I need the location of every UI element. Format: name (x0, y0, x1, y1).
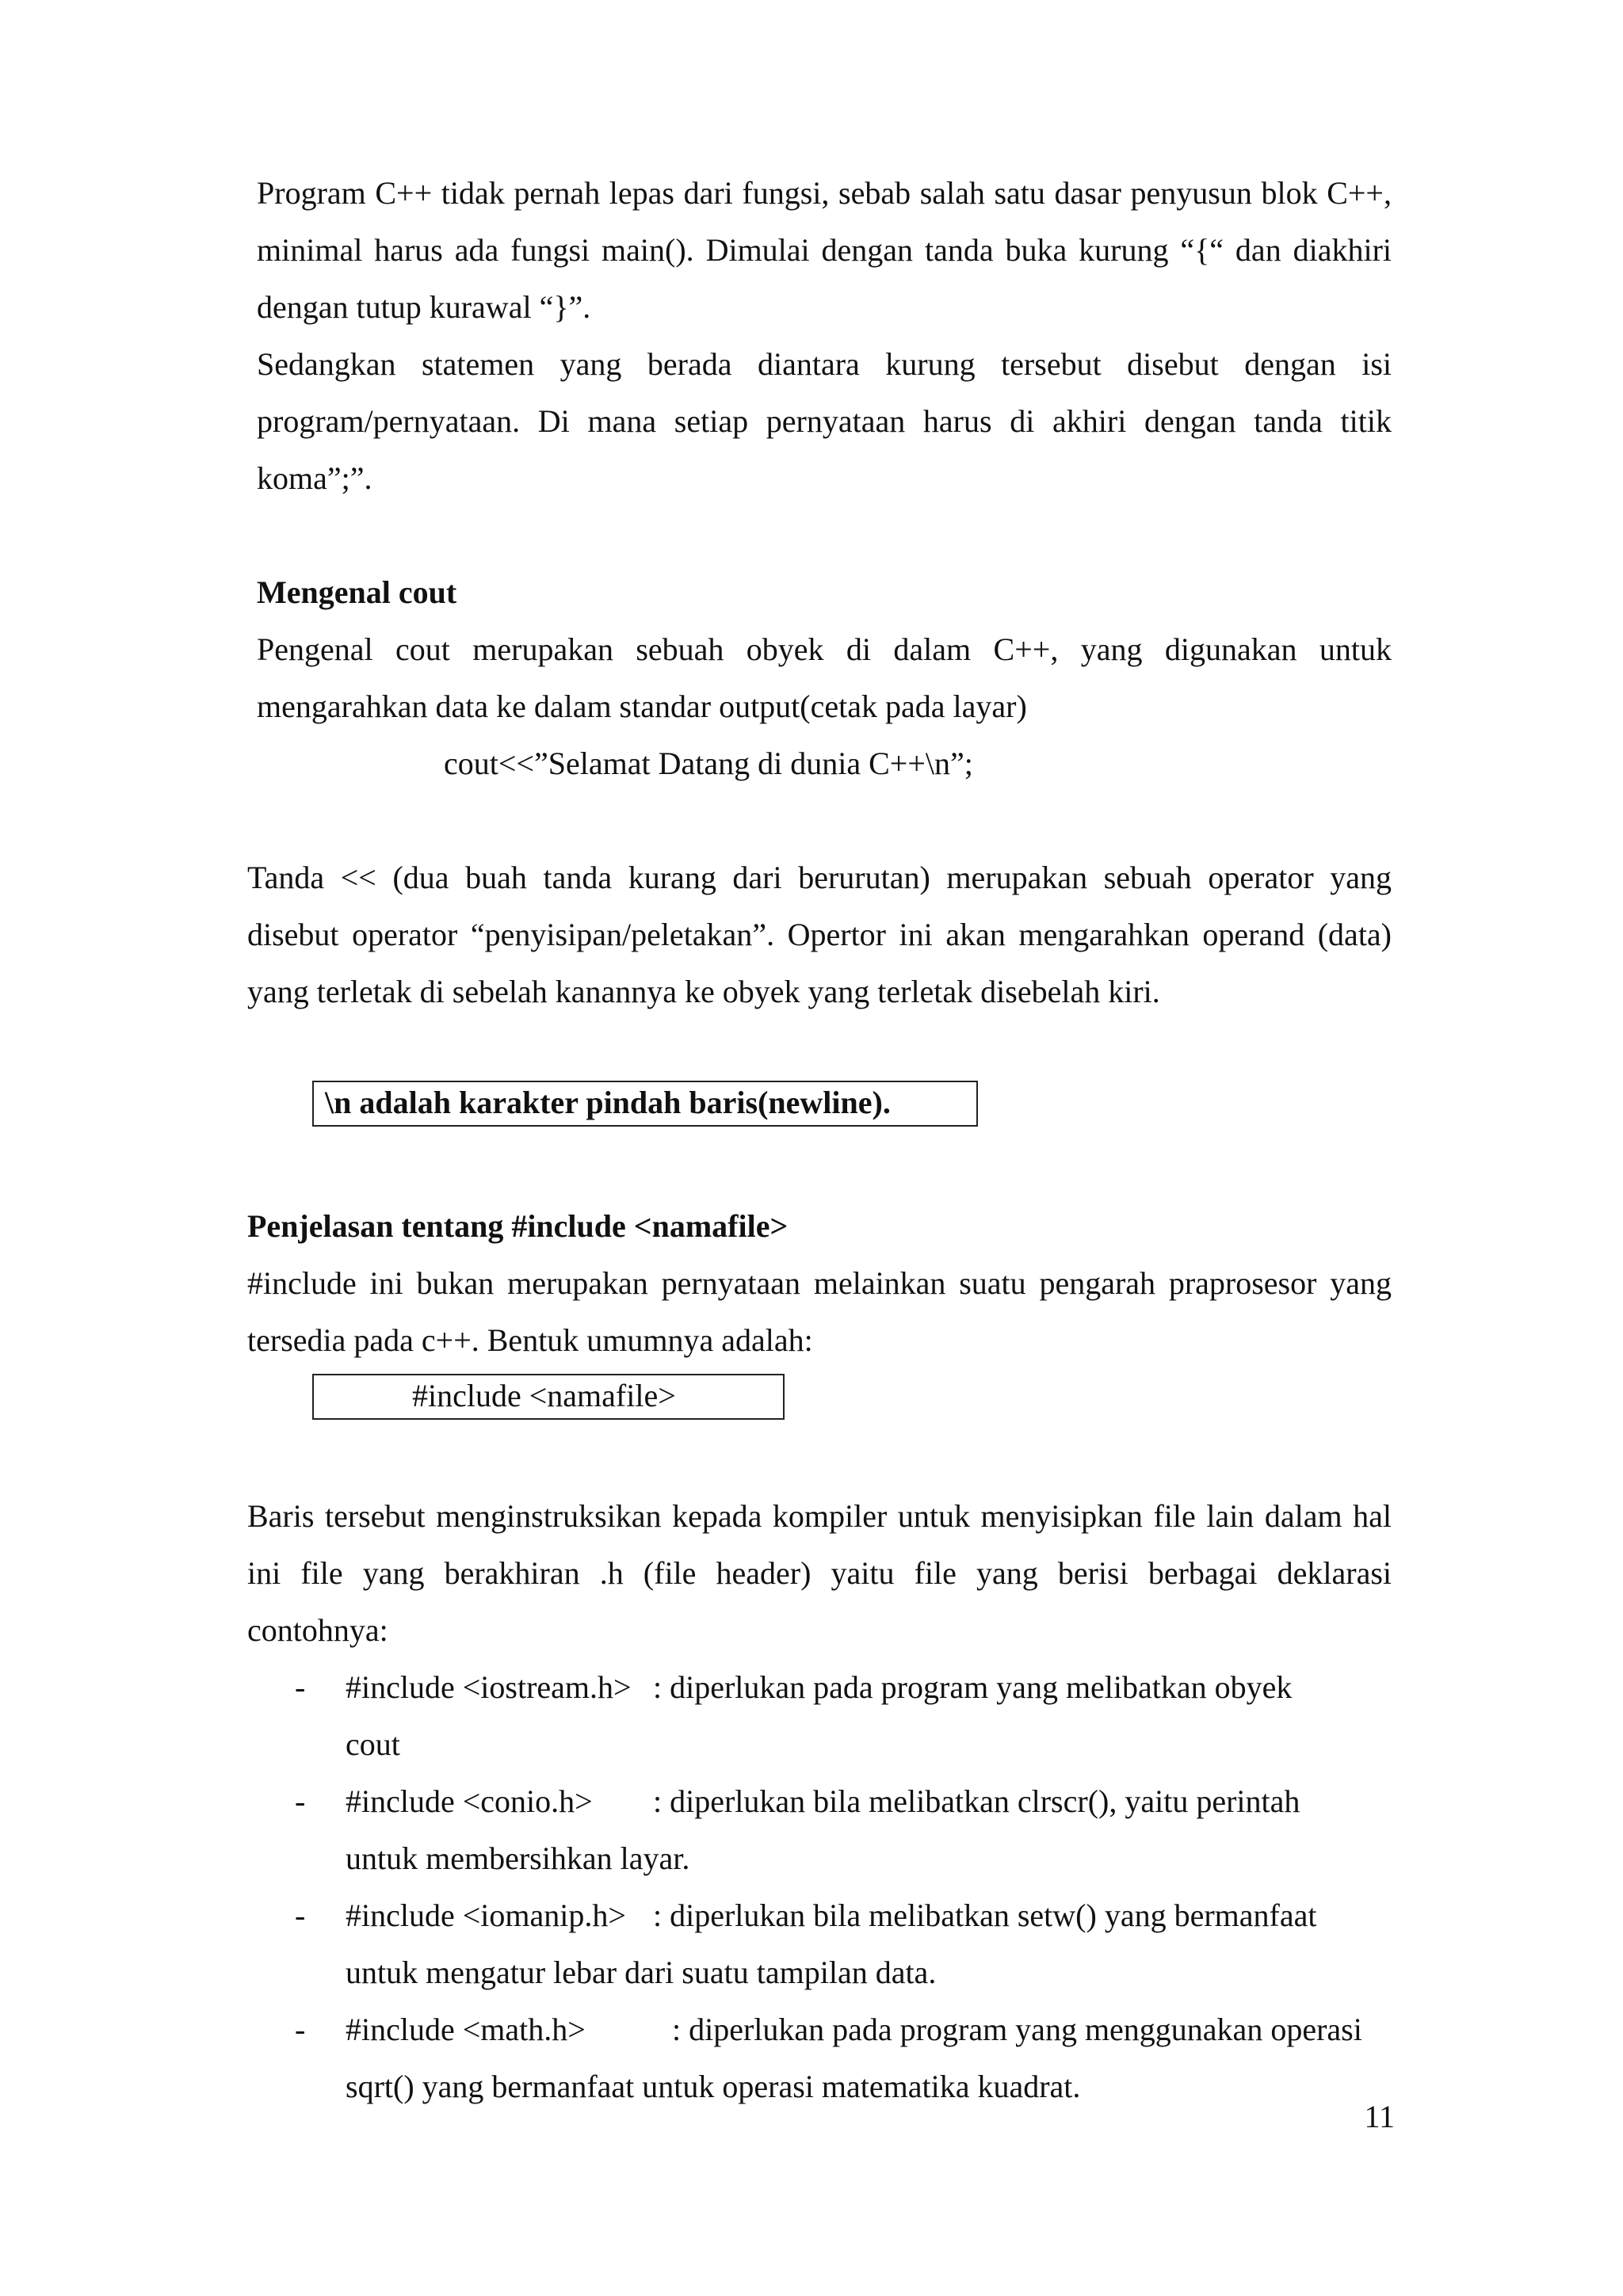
header-file-desc: : diperlukan pada program yang melibatkan obyek (653, 1669, 1293, 1705)
page-number: 11 (1364, 2099, 1395, 2134)
list-item-row (346, 1887, 1392, 1944)
list-item-row (346, 2001, 1392, 2058)
newline-note-box (312, 1081, 978, 1127)
header-file-name: #include <iomanip.h> (346, 1897, 626, 1933)
list-item-row (346, 1773, 1392, 1830)
header-file-desc: : diperlukan bila melibatkan setw() yang bermanfaat (653, 1897, 1317, 1933)
cout-heading: Mengenal cout (257, 574, 457, 610)
header-file-name: #include <math.h> (346, 2012, 586, 2047)
include-heading: Penjelasan tentang #include <namafile> (247, 1208, 789, 1244)
list-bullet: - (295, 1669, 306, 1705)
include-syntax-box (312, 1374, 785, 1420)
cout-code-example: cout<<”Selamat Datang di dunia C++\n”; (444, 746, 973, 781)
intro-paragraph-1: Program C++ tidak pernah lepas dari fungsi, sebab salah satu dasar penyusun blok C++, minimal harus ada fungsi main(). Dimulai dengan tanda buka kurung “{“ dan diakhiri dengan tutup kurawal “}”. (257, 175, 1392, 325)
header-file-desc-cont: sqrt() yang bermanfaat untuk operasi matematika kuadrat. (346, 2069, 1081, 2104)
intro-paragraph-2: Sedangkan statemen yang berada diantara kurung tersebut disebut dengan isi program/pernyataan. Di mana setiap pernyataan harus di akhiri dengan tanda titik koma”;”. (257, 346, 1392, 496)
list-bullet: - (295, 1783, 306, 1819)
header-file-desc-cont: cout (346, 1726, 400, 1762)
operator-paragraph: Tanda << (dua buah tanda kurang dari berurutan) merupakan sebuah operator yang disebut operator “penyisipan/peletakan”. Opertor ini akan mengarahkan operand (data) yang terletak di sebelah kanannya ke obyek yang terletak disebelah kiri. (247, 860, 1392, 1009)
list-bullet: - (295, 2012, 306, 2047)
header-file-desc: : diperlukan bila melibatkan clrscr(), yaitu perintah (653, 1783, 1300, 1819)
include-explanation: Baris tersebut menginstruksikan kepada kompiler untuk menyisipkan file lain dalam hal ini file yang berakhiran .h (file header) yaitu file yang berisi berbagai deklarasi contohnya: (247, 1498, 1392, 1648)
list-bullet: - (295, 1897, 306, 1933)
header-file-desc: : diperlukan pada program yang menggunakan operasi (672, 2012, 1362, 2047)
header-file-desc-cont: untuk membersihkan layar. (346, 1840, 690, 1876)
include-syntax-text: #include <namafile> (412, 1378, 676, 1413)
include-description: #include ini bukan merupakan pernyataan melainkan suatu pengarah praprosesor yang tersedia pada c++. Bentuk umumnya adalah: (247, 1265, 1392, 1358)
list-item-row (346, 1659, 1392, 1716)
header-file-desc-cont: untuk mengatur lebar dari suatu tampilan data. (346, 1955, 937, 1990)
newline-note-text: \n adalah karakter pindah baris(newline). (325, 1085, 891, 1120)
cout-description: Pengenal cout merupakan sebuah obyek di dalam C++, yang digunakan untuk mengarahkan data ke dalam standar output(cetak pada layar) (257, 631, 1392, 724)
header-file-name: #include <iostream.h> (346, 1669, 632, 1705)
header-file-name: #include <conio.h> (346, 1783, 593, 1819)
